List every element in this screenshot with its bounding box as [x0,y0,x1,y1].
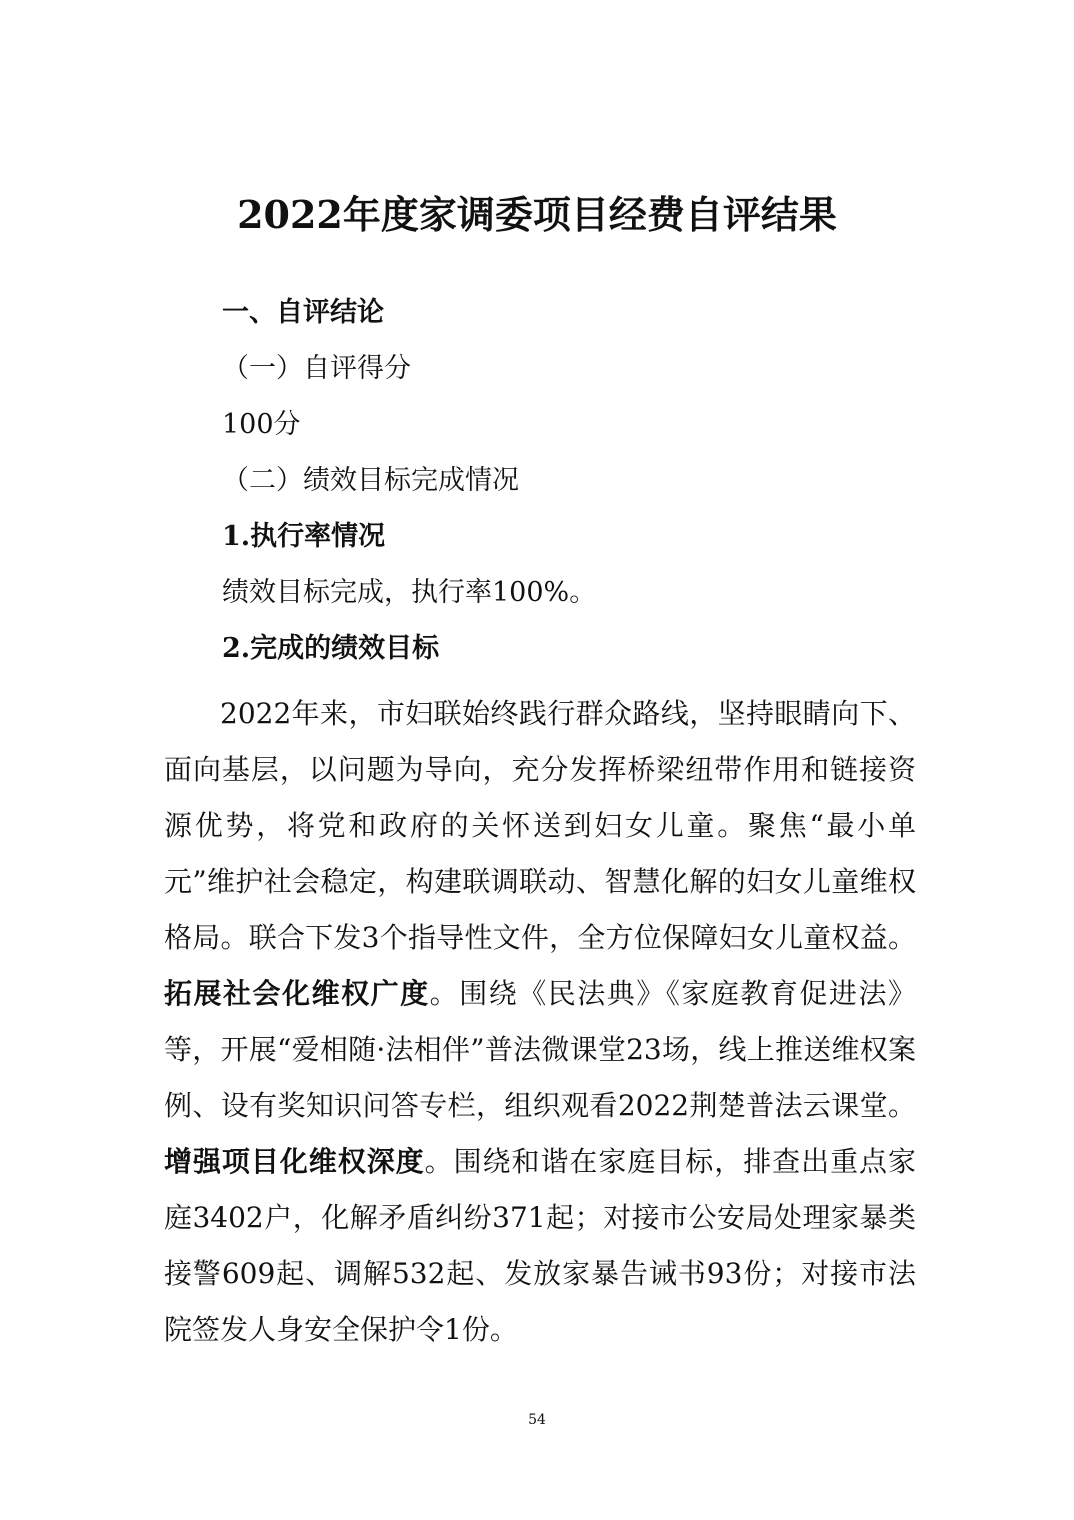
section-heading-conclusion: 一、自评结论 [222,297,384,328]
body-paragraph [164,686,916,1358]
paragraph-text-1: 2022年来，市妇联始终践行群众路线，坚持眼睛向下、面向基层，以问题为导向，充分发挥桥梁纽带作用和链接资源优势，将党和政府的关怀送到妇女儿童。聚焦“最小单元”维护社会稳定，构建联调联动、智慧化解的妇女儿童维权格局。联合下发3个指导性文件，全方位保障妇女儿童权益。 [164,697,916,954]
item-heading-execution-rate: 1.执行率情况 [222,521,386,552]
page-number: 54 [528,1412,546,1428]
execution-rate-text: 绩效目标完成，执行率100%。 [222,577,597,608]
paragraph-bold-2: 增强项目化维权深度 [164,1145,425,1178]
item-heading-goals: 2.完成的绩效目标 [222,633,440,664]
paragraph-text-2: 。围绕《民法典》《家庭教育促进法》等，开展“爱相随·法相伴”普法微课堂23场，线上推送维权案例、设有奖知识问答专栏，组织观看2022荆楚普法云课堂。 [164,977,916,1122]
paragraph-bold-1: 拓展社会化维权广度 [164,977,430,1010]
subheading-performance: （二）绩效目标完成情况 [222,465,519,496]
subheading-score: （一）自评得分 [222,353,411,384]
paragraph-text-3: 。围绕和谐在家庭目标，排查出重点家庭3402户，化解矛盾纠纷371起；对接市公安局处理家暴类接警609起、调解532起、发放家暴告诫书93份；对接市法院签发人身安全保护令1份。 [164,1145,916,1346]
document-title: 2022年度家调委项目经费自评结果 [237,192,837,237]
score-value: 100分 [222,409,301,440]
